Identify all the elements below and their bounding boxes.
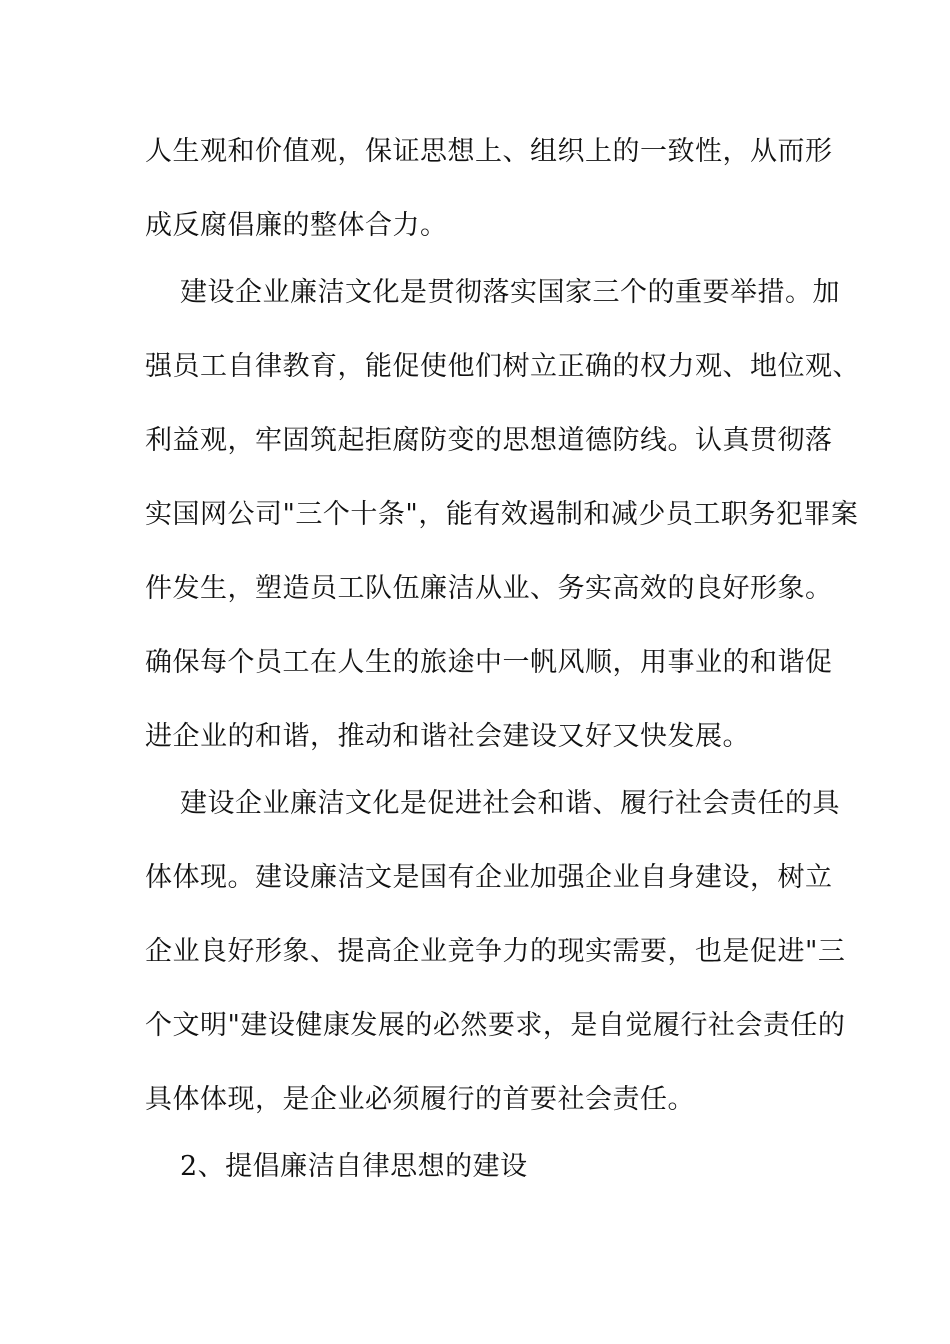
paragraph-line: 体体现。建设廉洁文是国有企业加强企业自身建设，树立 bbox=[145, 862, 833, 893]
paragraph-line: 建设企业廉洁文化是贯彻落实国家三个的重要举措。加 bbox=[180, 277, 840, 308]
paragraph-line: 建设企业廉洁文化是促进社会和谐、履行社会责任的具 bbox=[180, 788, 840, 819]
paragraph-line: 人生观和价值观，保证思想上、组织上的一致性，从而形 bbox=[145, 136, 833, 167]
section-heading: 2、提倡廉洁自律思想的建设 bbox=[180, 1151, 528, 1182]
paragraph-line: 企业良好形象、提高企业竞争力的现实需要，也是促进"三 bbox=[145, 936, 846, 967]
paragraph-line: 件发生，塑造员工队伍廉洁从业、务实高效的良好形象。 bbox=[145, 573, 833, 604]
paragraph-line: 确保每个员工在人生的旅途中一帆风顺，用事业的和谐促 bbox=[145, 647, 833, 678]
paragraph-line: 进企业的和谐，推动和谐社会建设又好又快发展。 bbox=[145, 721, 750, 752]
paragraph-line: 利益观，牢固筑起拒腐防变的思想道德防线。认真贯彻落 bbox=[145, 425, 833, 456]
paragraph-line: 个文明"建设健康发展的必然要求，是自觉履行社会责任的 bbox=[145, 1010, 846, 1041]
paragraph-line: 成反腐倡廉的整体合力。 bbox=[145, 210, 448, 241]
paragraph-line: 具体体现，是企业必须履行的首要社会责任。 bbox=[145, 1084, 695, 1115]
paragraph-line: 实国网公司"三个十条"，能有效遏制和减少员工职务犯罪案 bbox=[145, 499, 859, 530]
paragraph-line: 强员工自律教育，能促使他们树立正确的权力观、地位观、 bbox=[145, 351, 860, 382]
